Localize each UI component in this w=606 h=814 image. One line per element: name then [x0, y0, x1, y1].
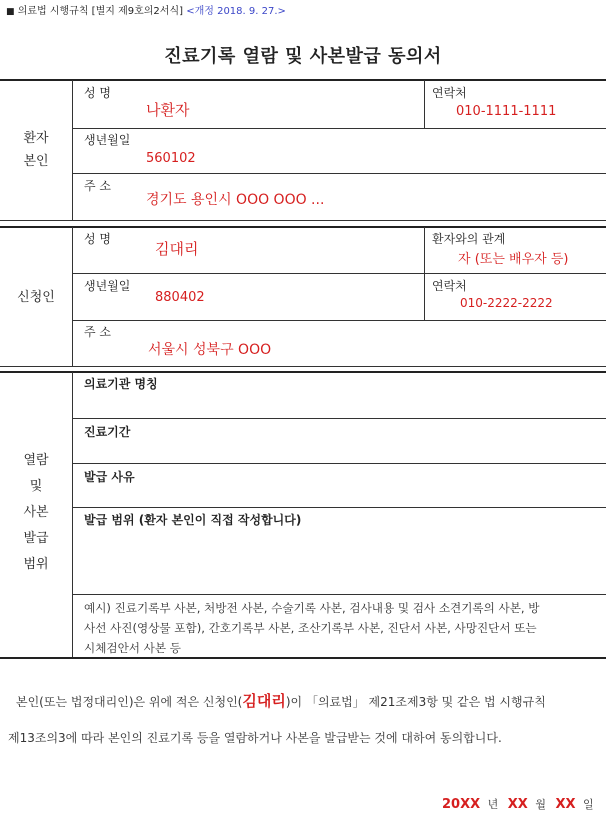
header-regulation: 의료법 시행규칙 [별지 제9호의2서식] [17, 6, 184, 17]
date-year-value: 20XX [442, 797, 481, 812]
patient-section-label: 환자 본인 [23, 131, 49, 169]
patient-address-value: 경기도 용인시 OOO OOO ... [146, 192, 325, 208]
divider [0, 79, 606, 81]
page-title: 진료기록 열람 및 사본발급 동의서 [164, 46, 442, 67]
divider [72, 80, 73, 220]
divider [72, 463, 606, 464]
divider [0, 226, 606, 228]
divider [0, 366, 606, 367]
divider [72, 372, 73, 657]
institution-label: 의료기관 명칭 [84, 377, 158, 391]
applicant-birth-label: 생년월일 [84, 279, 131, 293]
applicant-contact-value: 010-2222-2222 [460, 296, 553, 310]
patient-name-label: 성 명 [84, 86, 111, 100]
divider [72, 227, 73, 366]
date-day-value: XX [555, 797, 576, 812]
divider [72, 173, 606, 174]
consent-applicant-name: 김대리 [242, 692, 286, 710]
divider [424, 80, 425, 128]
divider [72, 273, 606, 274]
patient-birth-label: 생년월일 [84, 133, 131, 147]
divider [72, 594, 606, 595]
consent-line-1: 본인(또는 법정대리인)은 위에 적은 신청인(김대리)이 「의료법」 제21조제3항 및 같은 법 시행규칙 [16, 692, 546, 710]
header-bullet: ■ [6, 7, 15, 17]
applicant-section-label: 신청인 [17, 290, 55, 305]
date-month-value: XX [507, 797, 528, 812]
reason-label: 발급 사유 [84, 470, 135, 484]
divider [72, 320, 606, 321]
form-header [6, 2, 286, 17]
applicant-address-label: 주 소 [84, 325, 111, 339]
consent-line-2: 제13조의3에 따라 본인의 진료기록 등을 열람하거나 사본을 발급받는 것에 대하여 동의합니다. [8, 731, 502, 745]
patient-birth-value: 560102 [146, 151, 196, 166]
period-label: 진료기간 [84, 425, 131, 439]
divider [0, 220, 606, 221]
applicant-relation-value: 자 (또는 배우자 등) [458, 252, 569, 267]
applicant-contact-label: 연락처 [432, 279, 467, 293]
patient-name-value: 나환자 [146, 101, 190, 119]
divider [0, 371, 606, 373]
header-revision: <개정 2018. 9. 27.> [186, 6, 286, 17]
divider [72, 418, 606, 419]
patient-address-label: 주 소 [84, 179, 111, 193]
signing-date: 20XX 년 XX 월 XX 일 [442, 797, 594, 812]
range-label: 발급 범위 (환자 본인이 직접 작성합니다) [84, 513, 302, 527]
applicant-relation-label: 환자와의 관계 [432, 232, 506, 246]
applicant-name-value: 김대리 [155, 240, 199, 258]
patient-contact-label: 연락처 [432, 86, 467, 100]
applicant-name-label: 성 명 [84, 232, 111, 246]
applicant-address-value: 서울시 성북구 OOO [148, 342, 272, 358]
divider [72, 507, 606, 508]
applicant-birth-value: 880402 [155, 290, 205, 305]
patient-contact-value: 010-1111-1111 [456, 104, 557, 119]
scope-section-label: 열람 및 사본 발급 범위 [23, 453, 49, 572]
divider [72, 128, 606, 129]
scope-example: 예시) 진료기록부 사본, 처방전 사본, 수술기록 사본, 검사내용 및 검사 소견기록의 사본, 방 사선 사진(영상물 포함), 간호기록부 사본, 조산기록부 사본, 진단서 사본, 사망진단서 또는 시체검안서 사본 등 [84, 601, 540, 655]
